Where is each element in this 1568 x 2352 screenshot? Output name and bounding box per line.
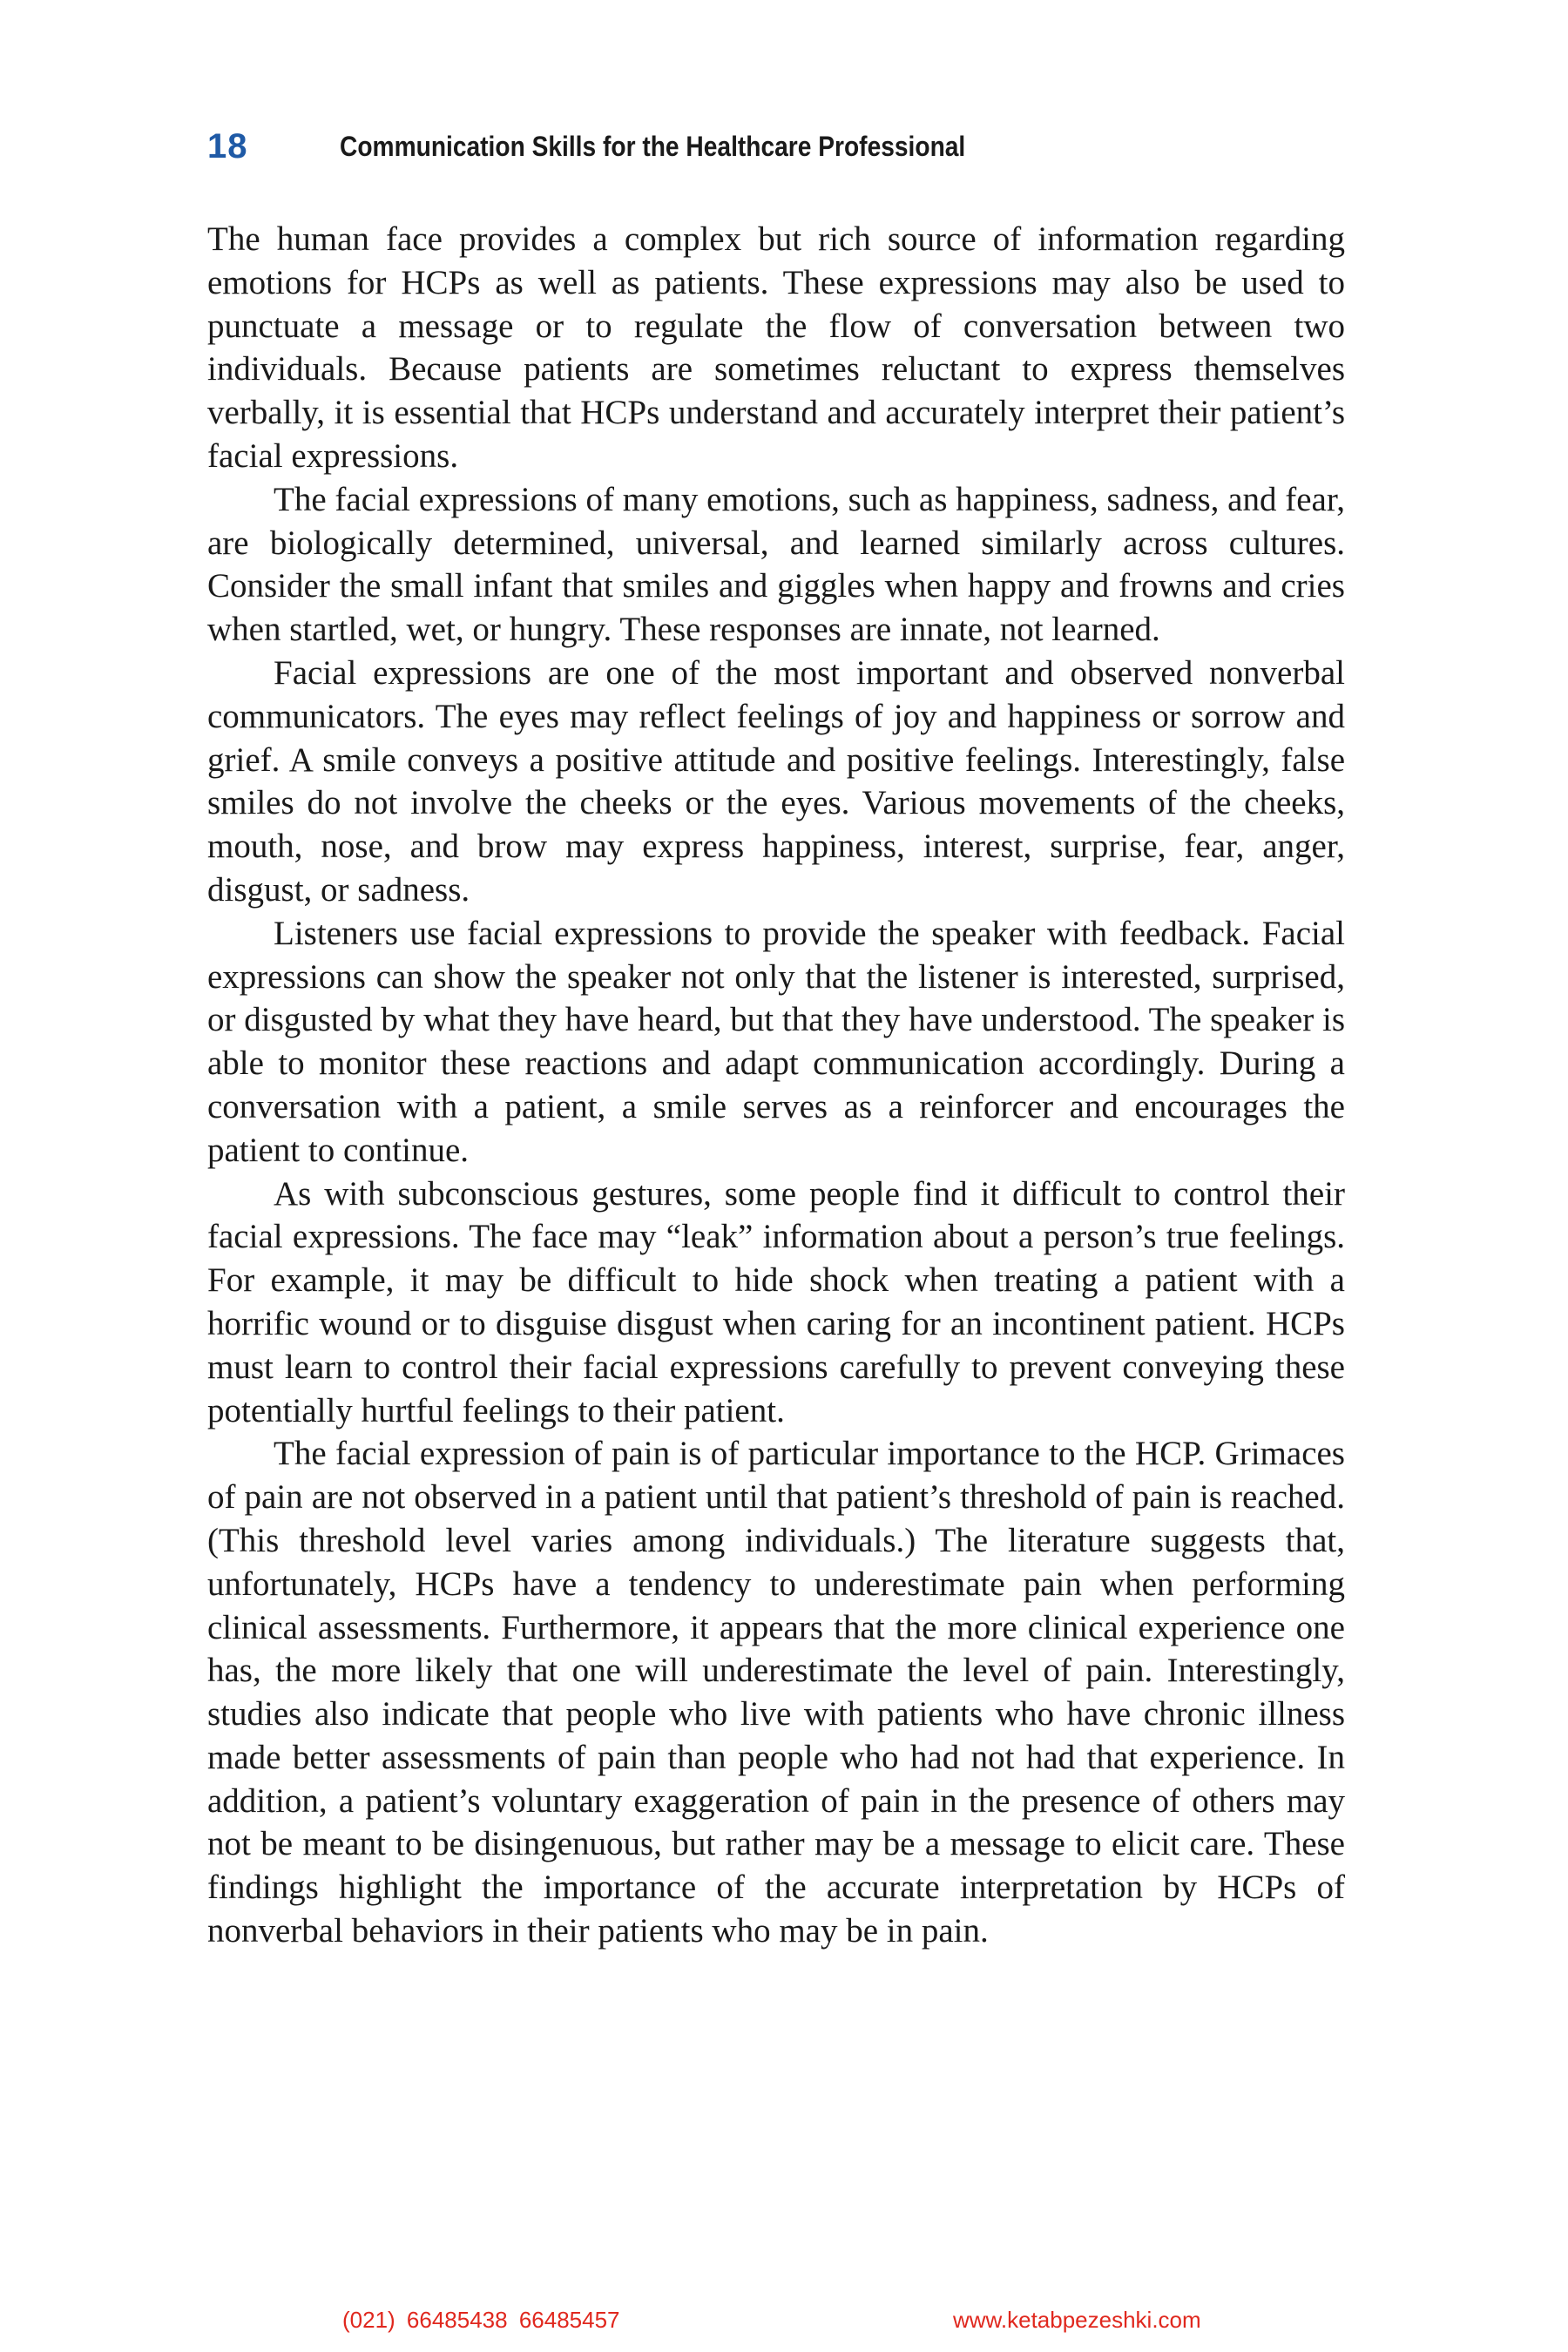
page-header: [207, 120, 1342, 172]
footer-phone: (021) 66485438 66485457: [342, 2307, 620, 2333]
page-number: 18: [207, 126, 248, 166]
paragraph-1: The human face provides a complex but rich source of information regarding emotions for HCPs as well as patients. These expressions may also be used to punctuate a message or to regulate the flow of conversation between two individuals. Because patients are sometimes reluctant to express themselves verbally, it is essential that HCPs understand and accurately interpret their patient’s facial expressions.: [207, 220, 1345, 475]
running-title: Communication Skills for the Healthcare Professional: [340, 130, 966, 162]
paragraph-6: The facial expression of pain is of particular importance to the HCP. Grimaces of pain are not observed in a patient until that patient’s threshold of pain is reached. (This threshold level varies among individuals.) The literature suggests that, unfortunately, HCPs have a tendency to underestimate pain when performing clinical assessments. Furthermore, it appears that the more clinical experience one has, the more likely that one will underestimate the level of pain. Interestingly, studies also indicate that people who live with patients who have chronic illness made better assessments of pain than people who had not had that experience. In addition, a patient’s voluntary exaggeration of pain in the presence of others may not be meant to be disingenuous, but rather may be a message to elicit care. These findings highlight the importance of the accurate interpretation by HCPs of nonverbal behaviors in their patients who may be in pain.: [207, 1435, 1345, 1950]
footer-website[interactable]: www.ketabpezeshki.com: [953, 2307, 1201, 2333]
body-text: [207, 218, 1345, 1953]
paragraph-2: The facial expressions of many emotions, such as happiness, sadness, and fear, are biologically determined, universal, and learned similarly across cultures. Consider the small infant that smiles and giggles when happy and frowns and cries when startled, wet, or hungry. These responses are innate, not learned.: [207, 480, 1345, 649]
paragraph-3: Facial expressions are one of the most important and observed nonverbal communicators. The eyes may reflect feelings of joy and happiness or sorrow and grief. A smile conveys a positive attitude and positive feelings. Interestingly, false smiles do not involve the cheeks or the eyes. Various movements of the cheeks, mouth, nose, and brow may express happiness, interest, surprise, fear, anger, disgust, or sadness.: [207, 653, 1345, 909]
paragraph-5: As with subconscious gestures, some people find it difficult to control their facial expressions. The face may “leak” information about a person’s true feelings. For example, it may be difficult to hide shock when treating a patient with a horrific wound or to disguise disgust when caring for an incontinent patient. HCPs must learn to control their facial expressions carefully to prevent conveying these potentially hurtful feelings to their patient.: [207, 1174, 1345, 1429]
page-footer: [0, 2307, 1568, 2338]
paragraph-4: Listeners use facial expressions to provide the speaker with feedback. Facial expressions can show the speaker not only that the listener is interested, surprised, or disgusted by what they have heard, but that they have understood. The speaker is able to monitor these reactions and adapt communication accordingly. During a conversation with a patient, a smile serves as a reinforcer and encourages the patient to continue.: [207, 914, 1345, 1169]
